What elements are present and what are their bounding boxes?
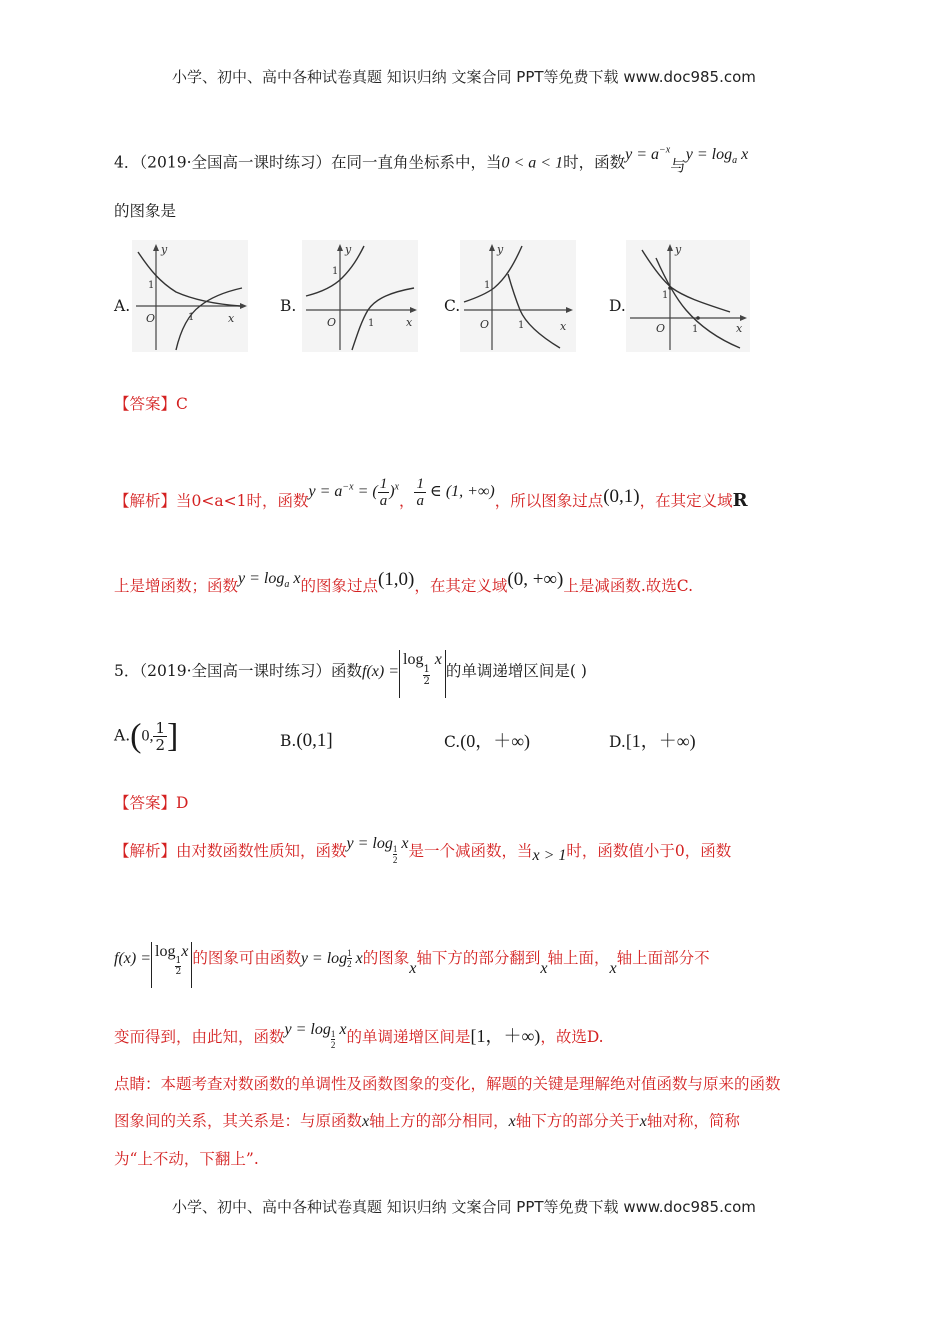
- page-header: 小学、初中、高中各种试卷真题 知识归纳 文案合同 PPT等免费下载 www.doc985.com: [172, 68, 756, 86]
- tip-line-1: 点睛：本题考查对数函数的单调性及函数图象的变化，解题的关键是理解绝对值函数与原来的函数: [114, 1075, 781, 1093]
- svg-text:x: x: [406, 316, 413, 329]
- svg-text:1: 1: [484, 280, 491, 291]
- svg-text:O: O: [480, 318, 490, 331]
- svg-text:1: 1: [662, 290, 669, 301]
- graph-option-c: [460, 240, 576, 352]
- question-number: 4．: [114, 153, 140, 172]
- svg-text:O: O: [656, 322, 666, 335]
- analysis-5-line-2: f(x) = log $\frac{1}{2}$ x 的图象可由函数y = log $\frac{1}{2}$ x的图象x轴下方的部分翻到x轴上面，x轴上面部分不: [114, 936, 710, 982]
- graph-option-d: [626, 240, 750, 352]
- function-log: $y = \log_a x$: [685, 146, 749, 167]
- analysis-4-line-1: 【解析】当0<a<1时，函数$y = a^{-x}$ = ( $\frac{1}{a}$ )$^x$， $\frac{1}{a}$ ∈ (1, +∞)，所以图象过点(0,1)，在其定义域R: [114, 476, 748, 512]
- condition-math: 0 < a < 1: [501, 154, 564, 172]
- analysis-5-line-1: 【解析】由对数函数性质知，函数y = log $\frac{1}{2}$ x是一个减函数，当x > 1时，函数值小于0，函数: [114, 835, 732, 865]
- svg-text:1: 1: [518, 320, 525, 331]
- svg-text:x: x: [736, 322, 743, 335]
- graph-option-a: [132, 240, 248, 352]
- svg-text:1: 1: [188, 312, 195, 323]
- q5-option-c: C.(0，＋∞): [444, 731, 531, 751]
- option-b-label: B.: [280, 297, 297, 315]
- option-a-label: A.: [114, 297, 131, 315]
- analysis-4-line-2: 上是增函数；函数$y = \log_a x$的图象过点(1,0)，在其定义域(0, +∞)上是减函数.故选C.: [114, 569, 693, 595]
- graph-option-b: [302, 240, 418, 352]
- answer-5: 【答案】D: [114, 794, 189, 812]
- svg-text:y: y: [345, 243, 352, 256]
- svg-text:x: x: [228, 312, 235, 325]
- svg-text:y: y: [675, 243, 682, 256]
- page-footer: 小学、初中、高中各种试卷真题 知识归纳 文案合同 PPT等免费下载 www.doc985.com: [172, 1198, 756, 1216]
- svg-text:O: O: [327, 316, 337, 329]
- q5-option-b: B.(0,1]: [280, 730, 333, 751]
- svg-text:1: 1: [368, 318, 375, 329]
- svg-text:1: 1: [148, 280, 155, 291]
- q5-option-a: A.(0, $\frac{1}{2}$ ]: [114, 717, 179, 755]
- question-4-stem-tail: 的图象是: [114, 202, 177, 220]
- svg-text:y: y: [497, 243, 504, 256]
- q5-option-d: D.[1，＋∞): [609, 731, 696, 751]
- tip-line-3: 为“上不动，下翻上”.: [114, 1150, 259, 1168]
- function-exp: $y = a^{-x}$: [625, 145, 671, 164]
- svg-text:1: 1: [332, 266, 339, 277]
- svg-text:1: 1: [692, 324, 699, 335]
- analysis-5-line-3: 变而得到，由此知，函数y = log $\frac{1}{2}$ x的单调递增区间是[1，＋∞)，故选D.: [114, 1021, 604, 1050]
- svg-text:y: y: [161, 243, 168, 256]
- svg-text:x: x: [560, 320, 567, 333]
- option-d-label: D.: [609, 297, 626, 315]
- tip-line-2: 图象间的关系，其关系是：与原函数x轴上方的部分相同，x轴下方的部分关于x轴对称，简称: [114, 1112, 740, 1130]
- answer-4: 【答案】C: [114, 395, 188, 413]
- svg-text:O: O: [146, 312, 156, 325]
- question-5-stem: 5．（2019·全国高一课时练习）函数f(x) =log $\frac{1}{2}$ x的单调递增区间是( ): [114, 648, 587, 696]
- question-4-stem: 4．（2019·全国高一课时练习）在同一直角坐标系中，当0 < a < 1时，函数$y = a^{-x}$与$y = \log_a x$: [114, 145, 749, 176]
- option-c-label: C.: [444, 297, 461, 315]
- question-source: （2019·全国高一课时练习）在同一直角坐标系中，当: [139, 153, 502, 172]
